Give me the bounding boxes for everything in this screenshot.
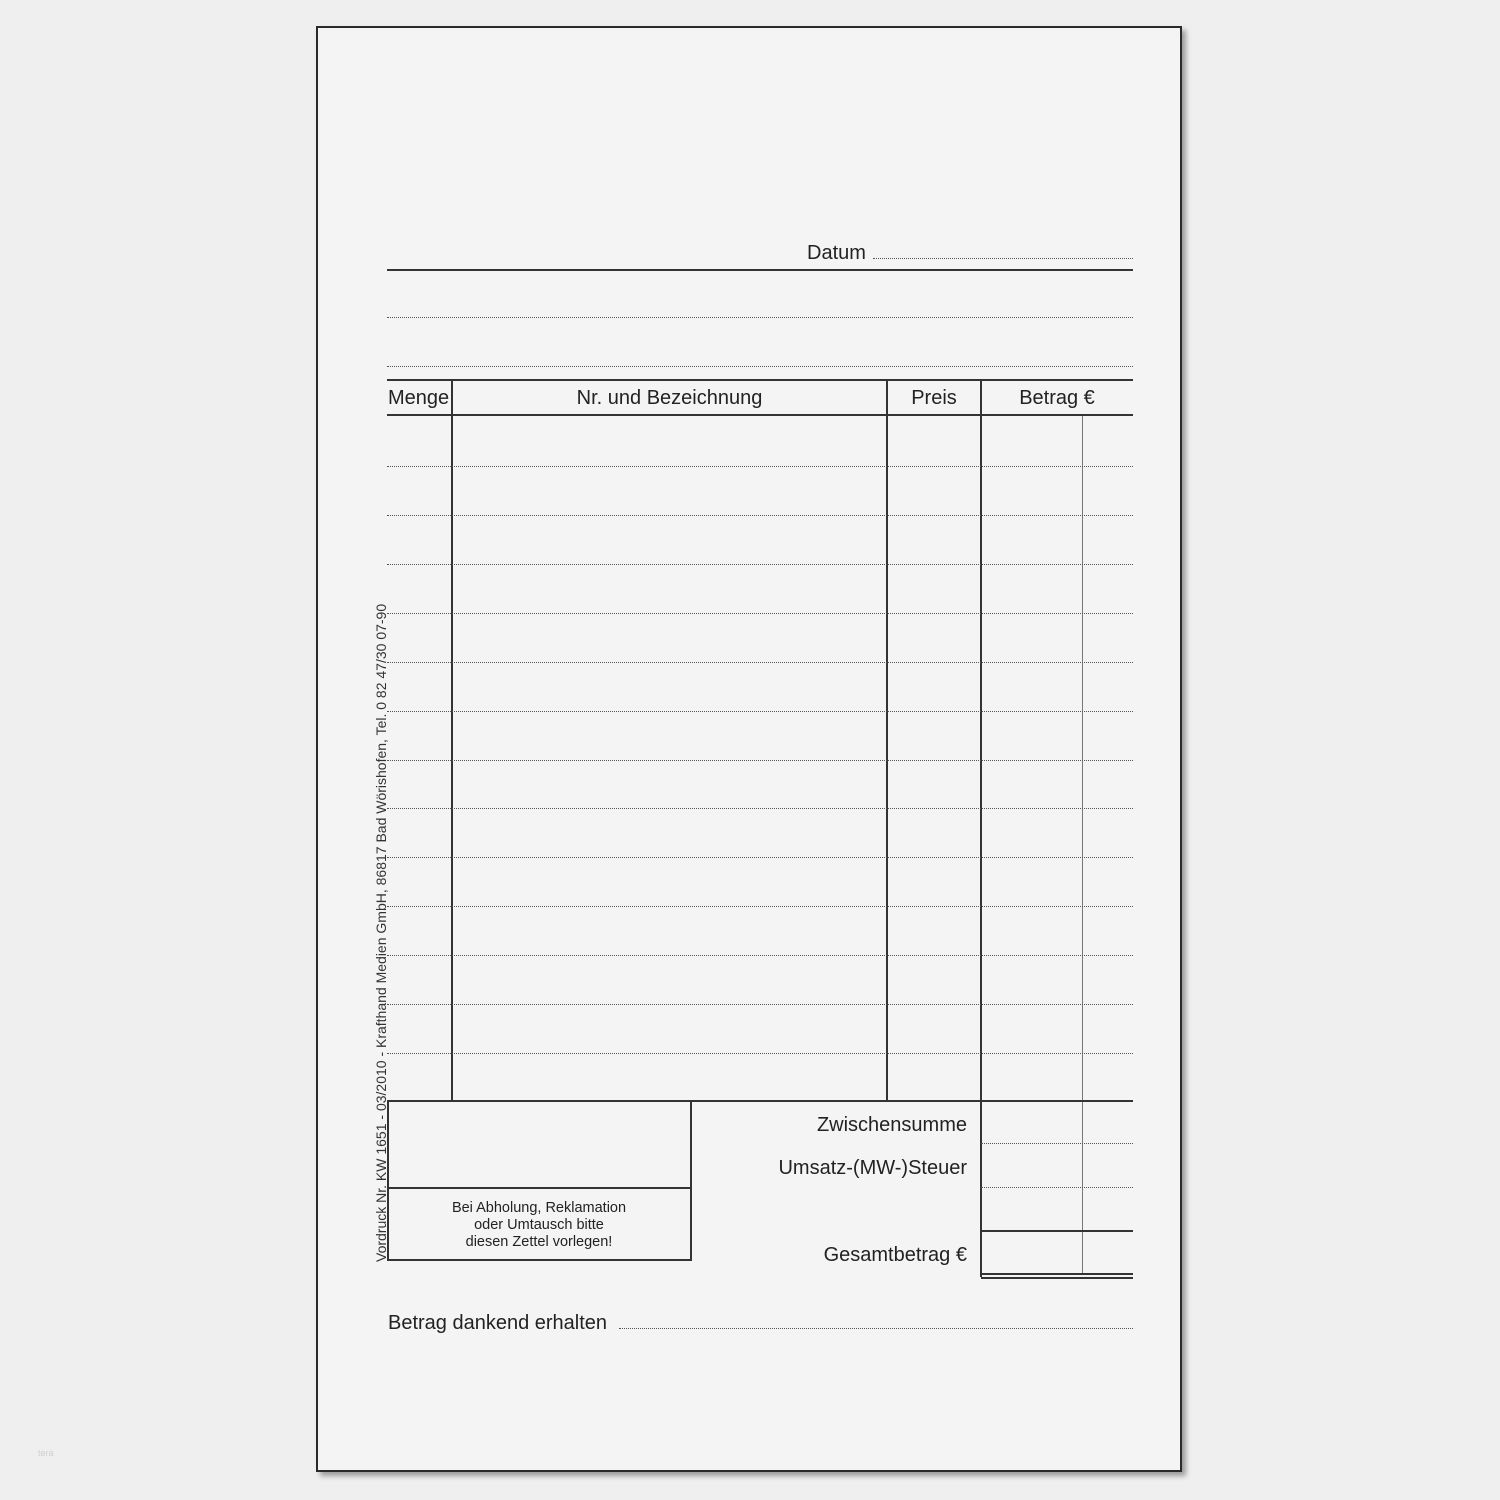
item-row-line[interactable] [387, 711, 1133, 712]
pickup-notice: Bei Abholung, Reklamation oder Umtausch bitte diesen Zettel vorlegen! [451, 1200, 627, 1250]
watermark: tera [38, 1448, 54, 1458]
item-row-line[interactable] [387, 662, 1133, 663]
item-row-line[interactable] [387, 857, 1133, 858]
imprint-text: Vordruck Nr. KW 1651 - 03/2010 - Krafthand Medien GmbH, 86817 Bad Wörishofen, Tel. 0 82 47/30 07-90 [373, 603, 389, 1262]
address-line-2[interactable] [387, 366, 1133, 367]
gesamt-double-rule-1 [981, 1273, 1133, 1275]
zwischensumme-label: Zwischensumme [816, 1114, 967, 1136]
table-header-rule [387, 414, 1133, 416]
steuer-field[interactable] [981, 1187, 1133, 1188]
item-row-line[interactable] [387, 515, 1133, 516]
header-rule [387, 269, 1133, 271]
column-divider-bezeichnung [886, 379, 888, 1101]
item-row-line[interactable] [387, 1053, 1133, 1054]
datum-label: Datum [807, 242, 866, 264]
item-row-line[interactable] [387, 808, 1133, 809]
column-header-preis: Preis [911, 387, 957, 409]
notes-box-divider [387, 1187, 692, 1189]
item-row-line[interactable] [387, 955, 1133, 956]
column-divider-menge [451, 379, 453, 1101]
item-row-line[interactable] [387, 564, 1133, 565]
steuer-label: Umsatz-(MW-)Steuer [778, 1157, 967, 1179]
address-line-1[interactable] [387, 317, 1133, 318]
received-signature-field[interactable] [619, 1328, 1133, 1329]
item-row-line[interactable] [387, 1004, 1133, 1005]
received-label: Betrag dankend erhalten [388, 1312, 608, 1334]
item-row-line[interactable] [387, 613, 1133, 614]
gesamtbetrag-label: Gesamtbetrag € [823, 1244, 967, 1266]
item-row-line[interactable] [387, 466, 1133, 467]
column-header-menge: Menge [388, 387, 450, 409]
item-row-line[interactable] [387, 906, 1133, 907]
zwischensumme-field[interactable] [981, 1143, 1133, 1144]
gesamt-double-rule-2 [981, 1277, 1133, 1279]
gesamt-top-rule [981, 1230, 1133, 1232]
column-header-bezeichnung: Nr. und Bezeichnung [576, 387, 763, 409]
datum-field[interactable] [873, 258, 1133, 259]
column-divider-cents [1082, 416, 1083, 1275]
column-header-betrag: Betrag € [1019, 387, 1095, 409]
item-row-line[interactable] [387, 760, 1133, 761]
table-top-rule [387, 379, 1133, 381]
